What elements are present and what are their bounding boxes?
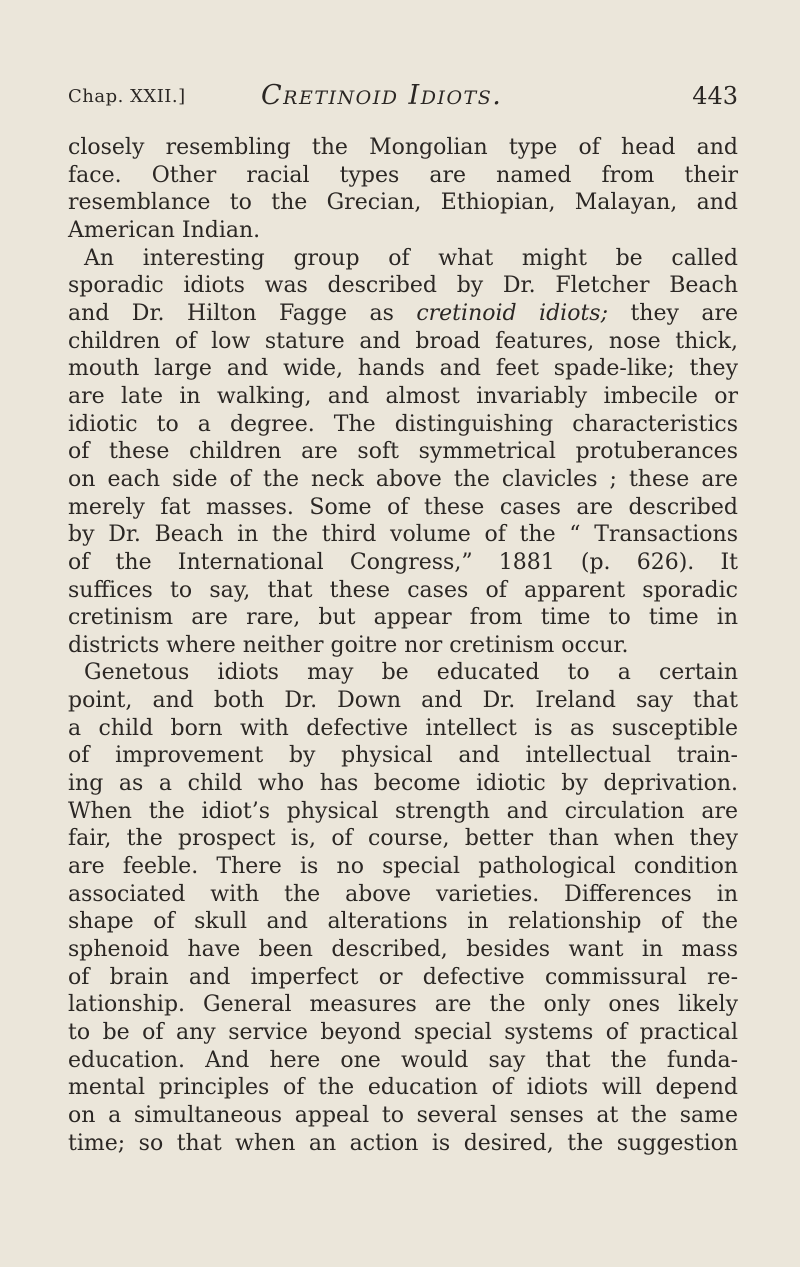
text-line: sphenoid have been described, besides want in mass (68, 937, 738, 963)
text-line: of these children are soft symmetrical protuberances (68, 439, 738, 465)
text-line: idiotic to a degree. The distinguishing characteristics (68, 411, 738, 437)
text-line: point, and both Dr. Down and Dr. Ireland say that (68, 688, 738, 714)
text-line: education. And here one would say that the funda- (68, 1047, 738, 1073)
text-line: Genetous idiots may be educated to a certain (84, 660, 738, 686)
text-line: children of low stature and broad features, nose thick, (68, 328, 738, 354)
text-line: on a simultaneous appeal to several senses at the same (68, 1102, 738, 1128)
text-line: lationship. General measures are the only ones likely (68, 992, 738, 1018)
text-line: When the idiot’s physical strength and circulation are (68, 798, 738, 824)
running-title: Cretinoid Idiots. (261, 80, 503, 111)
text-line: on each side of the neck above the clavicles ; these are (68, 466, 738, 492)
text-line: of the International Congress,” 1881 (p. 626). It (68, 549, 738, 575)
text-line: face. Other racial types are named from their (68, 162, 738, 188)
text-line: suffices to say, that these cases of apparent sporadic (68, 577, 738, 603)
text-line: time; so that when an action is desired, the suggestion (68, 1130, 738, 1156)
text-line: are late in walking, and almost invariably imbecile or (68, 383, 738, 409)
text-line: associated with the above varieties. Differences in (68, 881, 738, 907)
text-line: sporadic idiots was described by Dr. Fletcher Beach (68, 273, 738, 299)
text-line: are feeble. There is no special pathological condition (68, 854, 738, 880)
text-line (68, 300, 738, 328)
page-number: 443 (692, 82, 738, 110)
text-line: An interesting group of what might be called (84, 245, 738, 271)
text-line: a child born with defective intellect is as susceptible (68, 715, 738, 741)
text-line: by Dr. Beach in the third volume of the “ Transactions (68, 522, 738, 548)
text-line: shape of skull and alterations in relationship of the (68, 909, 738, 935)
text-line: of brain and imperfect or defective commissural re- (68, 964, 738, 990)
text-line: closely resembling the Mongolian type of head and (68, 135, 738, 160)
text-line: mental principles of the education of idiots will depend (68, 1075, 738, 1101)
text-line: American Indian. (68, 217, 261, 243)
text-line: merely fat masses. Some of these cases are described (68, 494, 738, 520)
chapter-reference: Chap. XXII.] (68, 86, 186, 107)
text-segment: and Dr. Hilton Fagge as (68, 300, 394, 326)
running-header (68, 80, 738, 124)
text-line: districts where neither goitre nor cretinism occur. (68, 632, 629, 658)
text-line: resemblance to the Grecian, Ethiopian, Malayan, and (68, 190, 738, 216)
text-line: to be of any service beyond special systems of practical (68, 1020, 738, 1045)
text-segment: they are (630, 300, 738, 326)
italic-term: cretinoid idiots; (416, 300, 608, 326)
text-line: mouth large and wide, hands and feet spade-like; they (68, 356, 738, 382)
text-line: fair, the prospect is, of course, better than when they (68, 826, 738, 852)
body-text (68, 134, 738, 1157)
text-line: of improvement by physical and intellectual train- (68, 743, 738, 769)
text-line: ing as a child who has become idiotic by deprivation. (68, 771, 738, 797)
text-line: cretinism are rare, but appear from time to time in (68, 605, 738, 631)
